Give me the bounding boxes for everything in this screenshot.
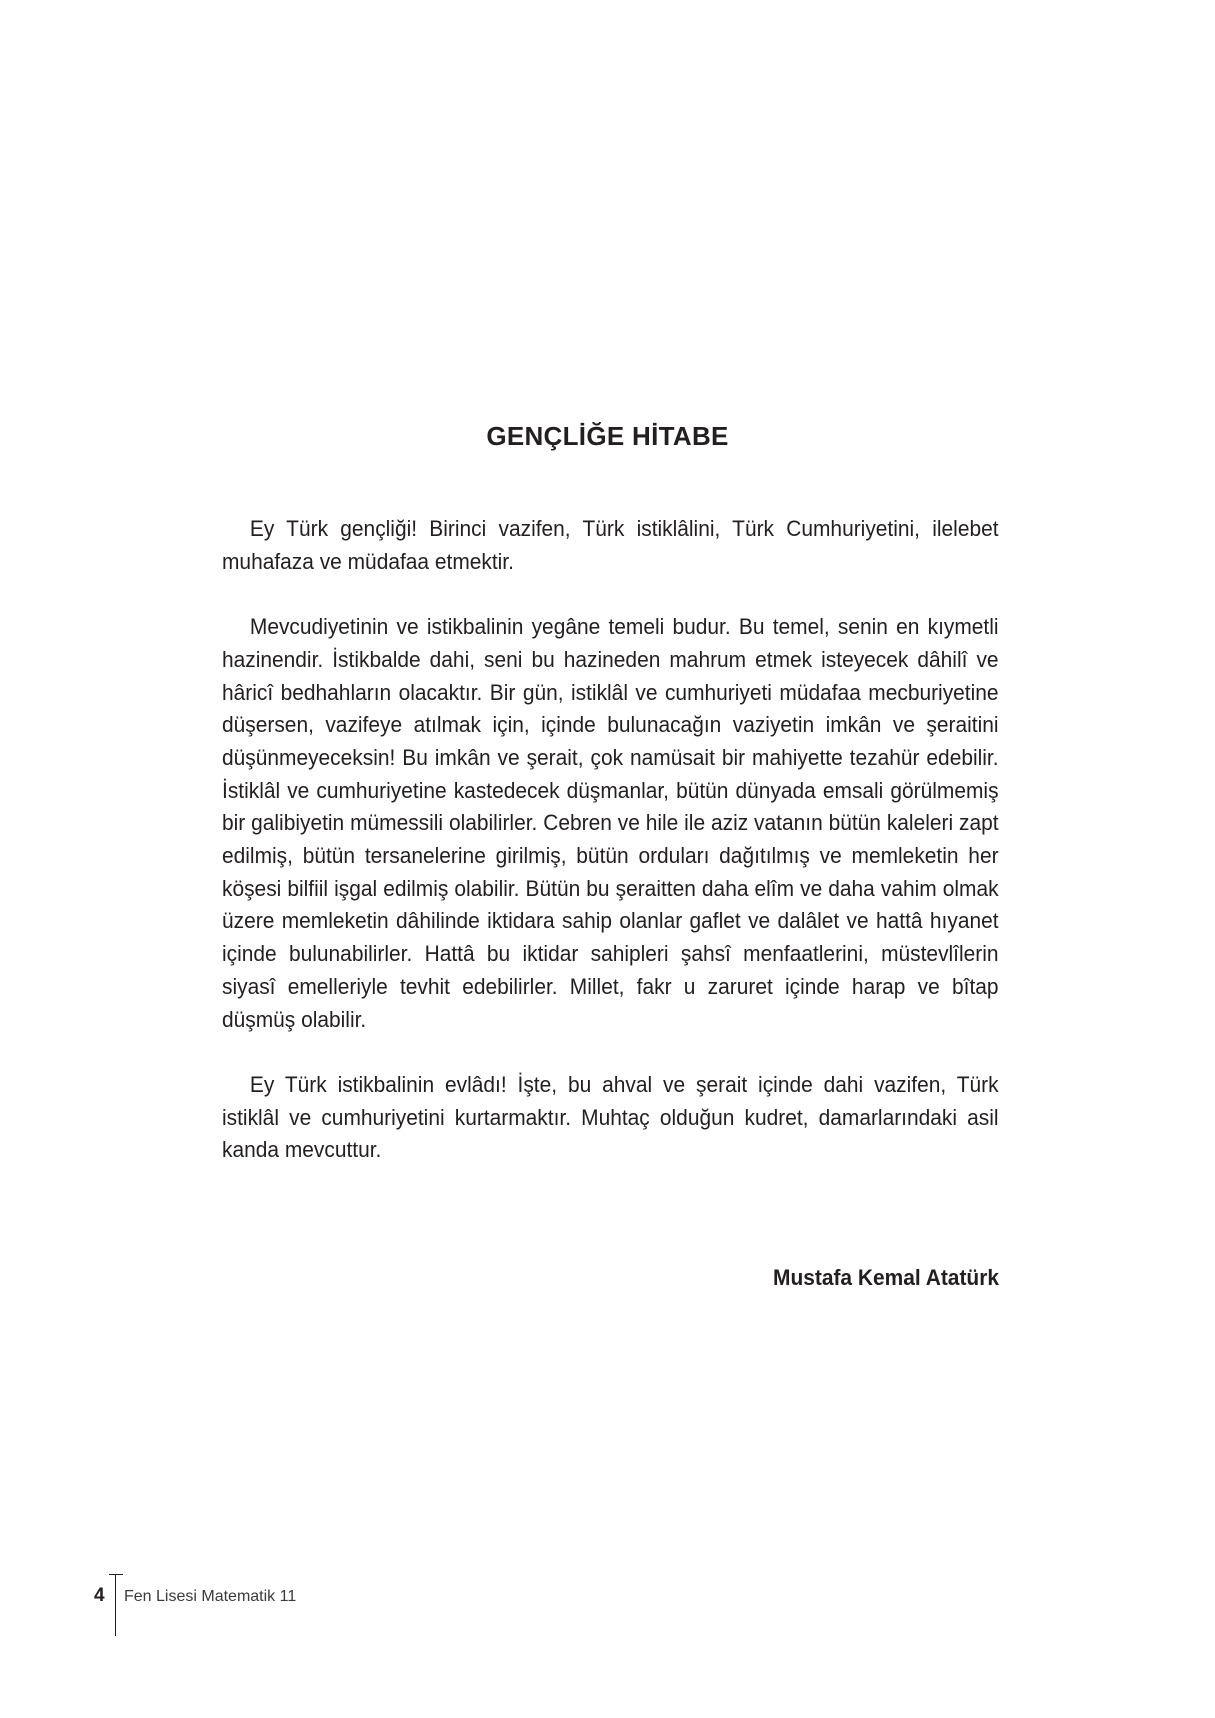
paragraph-2: Mevcudiyetinin ve istikbalinin yegâne temeli budur. Bu temel, senin en kıymetli hazinendir. İstikbalde dahi, seni bu hazineden mahrum etmek isteyecek dâhilî ve hâricî bedhahların olacaktır. Bir gün, istiklâl ve cumhuriyeti müdafaa mecburiyetine düşersen, vazifeye atılmak için, içinde bulunacağın vaziyetin imkân ve şeraitini düşünmeyeceksin! Bu imkân ve şerait, çok namüsait bir mahiyette tezahür edebilir. İstiklâl ve cumhuriyetine kastedecek düşmanlar, bütün dünyada emsali görülmemiş bir galibiyetin mümessili olabilirler. Cebren ve hile ile aziz vatanın bütün kaleleri zapt edilmiş, bütün tersanelerine girilmiş, bütün orduları dağıtılmış ve memleketin her köşesi bilfiil işgal edilmiş olabilir. Bütün bu şeraitten daha elîm ve daha vahim olmak üzere memleketin dâhilinde iktidara sahip olanlar gaflet ve dalâlet ve hattâ hıyanet içinde bulunabilirler. Hattâ bu iktidar sahipleri şahsî menfaatlerini, müstevlîlerin siyasî emelleriyle tevhit edebilirler. Millet, fakr u zaruret içinde harap ve bîtap düşmüş olabilir. [222,614,999,1032]
paragraph-3: Ey Türk istikbalinin evlâdı! İşte, bu ahval ve şerait içinde dahi vazifen, Türk istiklâl ve cumhuriyetini kurtarmaktır. Muhtaç olduğun kudret, damarlarındaki asil kanda mevcuttur. [222,1071,999,1163]
paragraph-1: Ey Türk gençliği! Birinci vazifen, Türk istiklâlini, Türk Cumhuriyetini, ilelebet muhafaza ve müdafaa etmektir. [222,516,999,574]
footer-rule-horizontal [109,1574,123,1575]
page-title: GENÇLİĞE HİTABE [486,421,729,451]
signature: Mustafa Kemal Atatürk [773,1265,999,1290]
document-body [222,513,999,1200]
footer-rule-vertical [115,1574,116,1636]
book-title: Fen Lisesi Matematik 11 [124,1588,297,1605]
page-number: 4 [94,1585,105,1606]
